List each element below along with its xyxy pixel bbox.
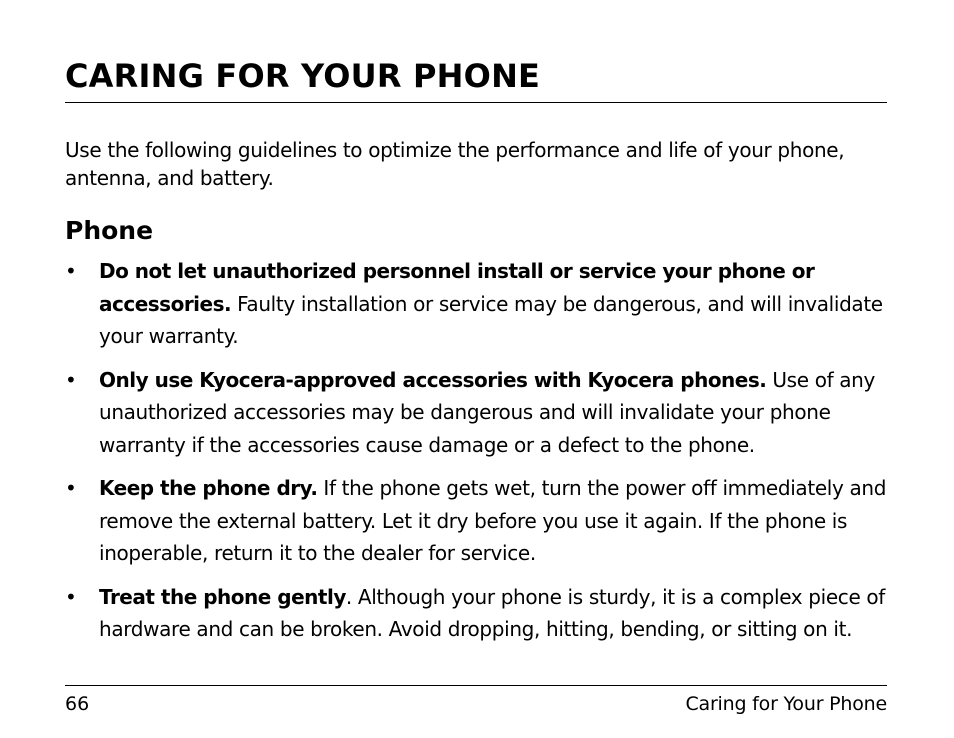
- document-page: [65, 0, 889, 738]
- guideline-item: [65, 581, 891, 646]
- guideline-lead: Treat the phone gently: [99, 584, 346, 609]
- running-footer-title: Caring for Your Phone: [685, 693, 887, 715]
- footer-divider: [65, 685, 887, 686]
- guideline-item: [65, 364, 891, 462]
- section-heading-phone: Phone: [65, 216, 154, 245]
- guideline-text: Use of any unauthorized accessories may be dangerous and will invalidate your phone warranty if the accessories cause damage or a defect to the phone.: [99, 367, 875, 457]
- guideline-lead: Keep the phone dry.: [99, 476, 318, 500]
- page-title: CARING FOR YOUR PHONE: [65, 57, 541, 95]
- bullet-marker: •: [65, 367, 77, 392]
- guideline-text: . Although your phone is sturdy, it is a complex piece of hardware and can be broken. Avoid dropping, hitting, bending, or sitting on it.: [99, 584, 885, 641]
- page-number: 66: [65, 693, 90, 715]
- guideline-list: [65, 255, 891, 657]
- guideline-item: [65, 472, 891, 570]
- intro-paragraph: Use the following guidelines to optimize the performance and life of your phone, antenna, and battery.: [65, 138, 845, 190]
- guideline-text: Faulty installation or service may be dangerous, and will invalidate your warranty.: [99, 291, 883, 348]
- bullet-marker: •: [65, 259, 77, 283]
- guideline-item: [65, 255, 891, 353]
- bullet-marker: •: [65, 476, 77, 500]
- bullet-marker: •: [65, 584, 77, 609]
- guideline-text: If the phone gets wet, turn the power off immediately and remove the external battery. Let it dry before you use it again. If the phone is inoperable, return it to the dealer for service.: [99, 476, 887, 565]
- guideline-lead: Only use Kyocera-approved accessories with Kyocera phones.: [99, 367, 767, 392]
- title-divider: [65, 102, 887, 103]
- guideline-lead: Do not let unauthorized personnel install or service your phone or accessories.: [99, 259, 815, 316]
